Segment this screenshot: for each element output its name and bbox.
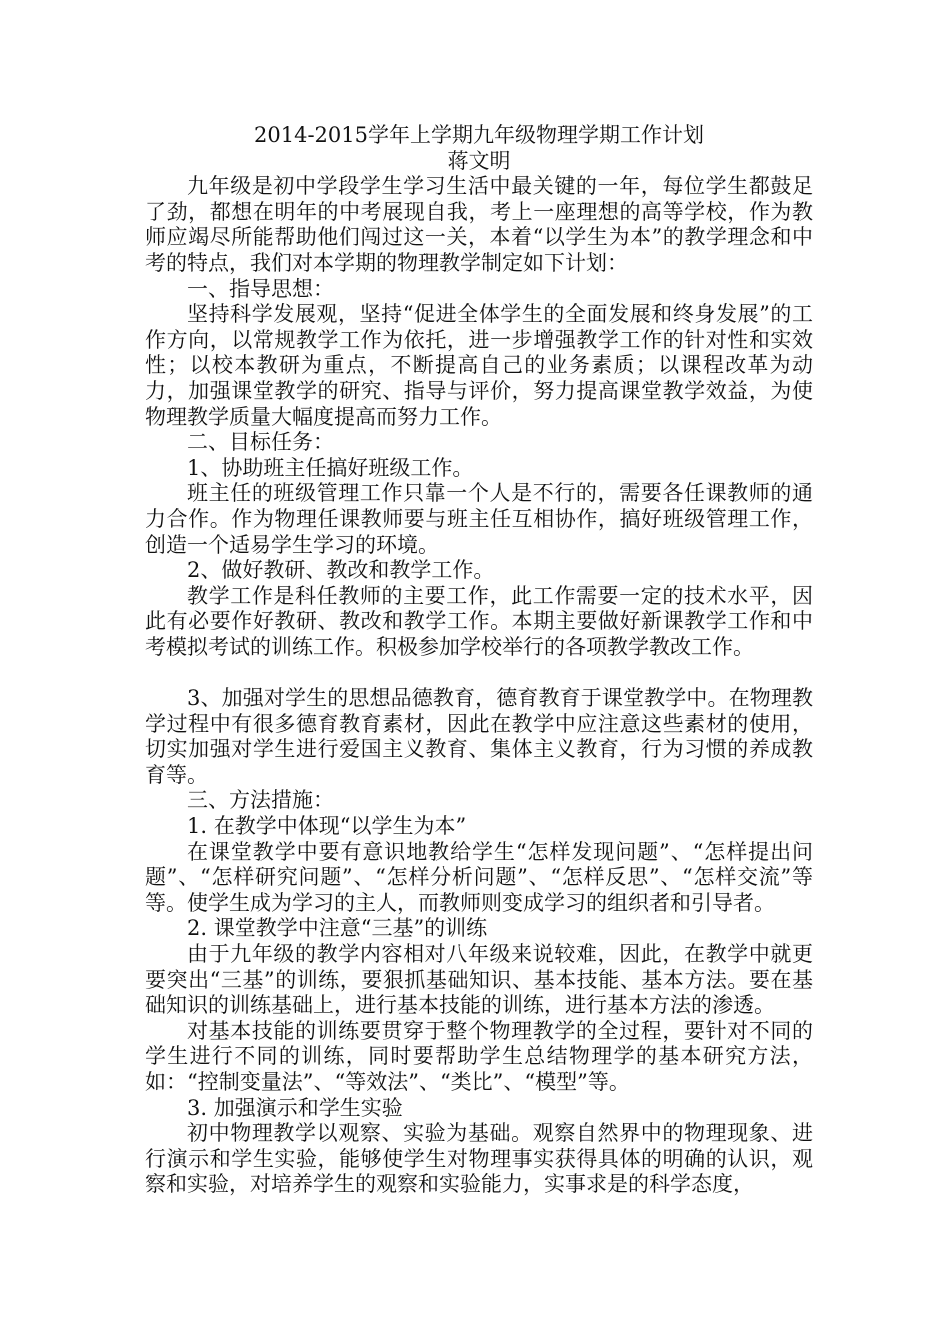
method-2-paragraph-2: 对基本技能的训练要贯穿于整个物理教学的全过程，要针对不同的学生进行不同的训练，同时要帮助学生总结物理学的基本研究方法，如：“控制变量法”、“等效法”、“类比”、“模型”等。: [145, 1018, 813, 1094]
document-title: 2014-2015学年上学期九年级物理学期工作计划: [254, 123, 704, 147]
goal-1-paragraph: 班主任的班级管理工作只靠一个人是不行的，需要各任课教师的通力合作。作为物理任课教师要与班主任互相协作，搞好班级管理工作，创造一个适易学生学习的环境。: [145, 481, 813, 557]
method-3-heading: 3. 加强演示和学生实验: [187, 1095, 403, 1120]
intro-paragraph: 九年级是初中学段学生学习生活中最关键的一年，每位学生都鼓足了劲，都想在明年的中考展现自我，考上一座理想的高等学校，作为教师应竭尽所能帮助他们闯过这一关，本着“以学生为本”的教学理念和中考的特点，我们对本学期的物理教学制定如下计划：: [145, 174, 813, 275]
section-heading-goals: 二、目标任务：: [187, 430, 334, 455]
method-2-paragraph: 由于九年级的教学内容相对八年级来说较难，因此，在教学中就更要突出“三基”的训练，要狠抓基础知识、基本技能、基本方法。要在基础知识的训练基础上，进行基本技能的训练，进行基本方法的渗透。: [145, 942, 813, 1018]
method-1-heading: 1. 在教学中体现“以学生为本”: [187, 814, 467, 839]
goal-1-heading: 1、协助班主任搞好班级工作。: [187, 455, 474, 480]
method-1-paragraph: 在课堂教学中要有意识地教给学生“怎样发现问题”、“怎样提出问题”、“怎样研究问题”、“怎样分析问题”、“怎样反思”、“怎样交流”等等。使学生成为学习的主人，而教师则变成学习的组织者和引导者。: [145, 839, 813, 915]
author-name: 蒋文明: [447, 148, 511, 173]
goal-2-heading: 2、做好教研、教改和教学工作。: [187, 558, 495, 583]
document-page: [145, 123, 813, 1198]
method-2-heading: 2. 课堂教学中注意“三基”的训练: [187, 916, 488, 941]
method-3-paragraph: 初中物理教学以观察、实验为基础。观察自然界中的物理现象、进行演示和学生实验，能够使学生对物理事实获得具体的明确的认识，观察和实验，对培养学生的观察和实验能力，实事求是的科学态度，: [145, 1121, 813, 1197]
section-heading-guiding-ideology: 一、指导思想：: [187, 276, 334, 301]
guiding-ideology-paragraph: 坚持科学发展观，坚持“促进全体学生的全面发展和终身发展”的工作方向，以常规教学工作为依托，进一步增强教学工作的针对性和实效性；以校本教研为重点，不断提高自己的业务素质；以课程改革为动力，加强课堂教学的研究、指导与评价，努力提高课堂教学效益，为使物理教学质量大幅度提高而努力工作。: [145, 302, 813, 429]
goal-2-paragraph: 教学工作是科任教师的主要工作，此工作需要一定的技术水平，因此有必要作好教研、教改和教学工作。本期主要做好新课教学工作和中考模拟考试的训练工作。积极参加学校举行的各项教学教改工作。: [145, 583, 813, 659]
goal-3-paragraph: 3、加强对学生的思想品德教育，德育教育于课堂教学中。在物理教学过程中有很多德育教育素材，因此在教学中应注意这些素材的使用，切实加强对学生进行爱国主义教育、集体主义教育，行为习惯的养成教育等。: [145, 686, 813, 787]
section-heading-methods: 三、方法措施：: [187, 788, 334, 813]
